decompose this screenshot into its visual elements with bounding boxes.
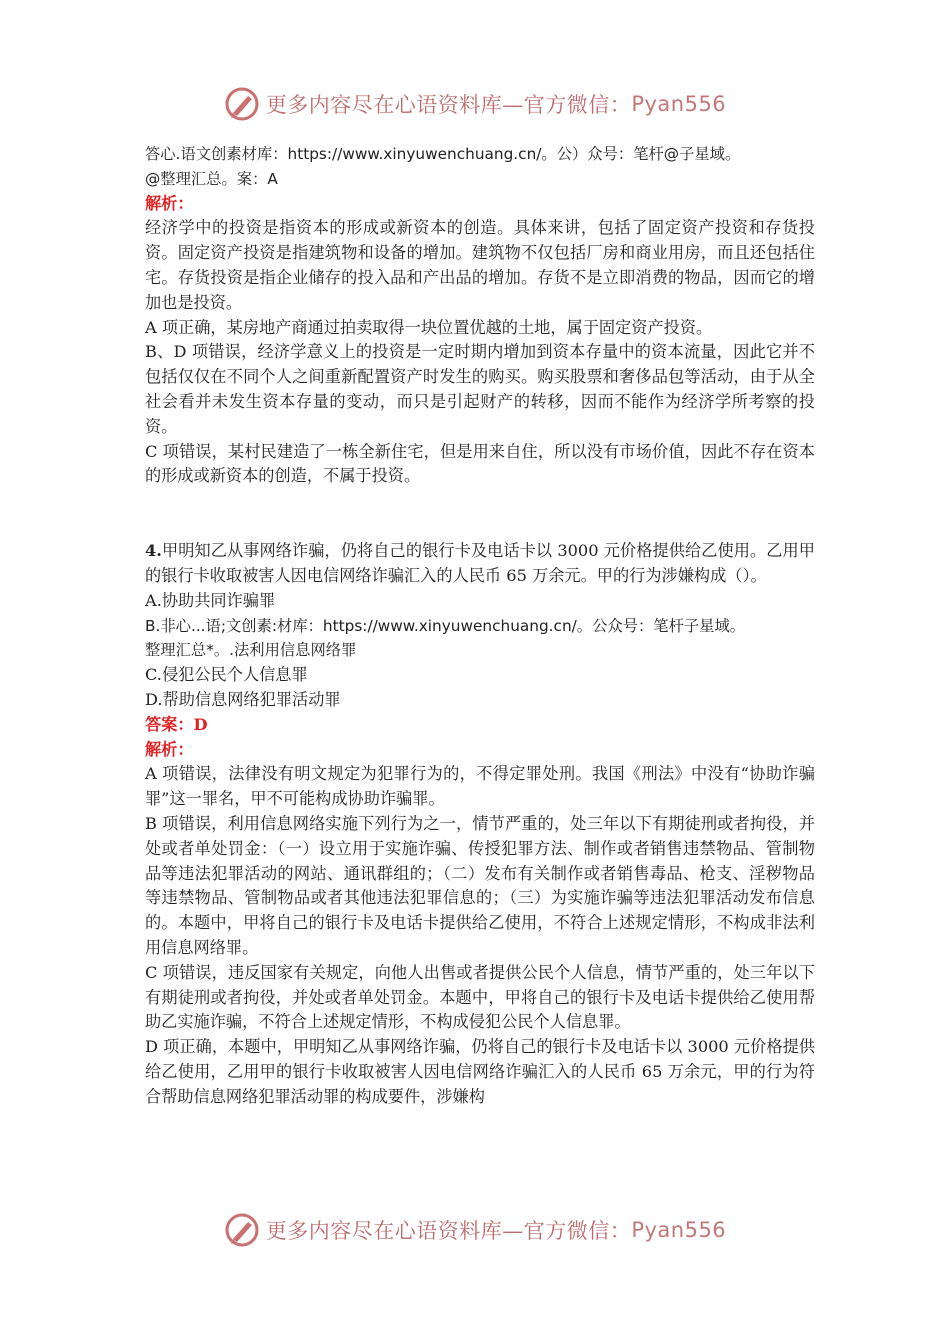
answer-line-2: @整理汇总。案：A — [145, 169, 278, 188]
header-watermark-banner — [0, 84, 950, 124]
analysis-paragraph: A 项正确，某房地产商通过拍卖取得一块位置优越的土地，属于固定资产投资。 — [145, 317, 713, 337]
document-body — [145, 142, 815, 1109]
pen-circle-logo-icon — [224, 1212, 260, 1248]
question-number: 4. — [145, 541, 162, 561]
analysis-paragraph: A 项错误，法律没有明文规定为犯罪行为的，不得定罪处刑。我国《刑法》中没有“协助诈骗罪”这一罪名，甲不可能构成协助诈骗罪。 — [145, 764, 815, 809]
option-a: A.协助共同诈骗罪 — [145, 590, 276, 610]
question-stem — [145, 539, 815, 589]
question-stem-text: 甲明知乙从事网络诈骗，仍将自己的银行卡及电话卡以 3000 元价格提供给乙使用。乙用甲的银行卡收取被害人因电信网络诈骗汇入的人民币 65 万余元。甲的行为涉嫌构成（）。 — [145, 541, 815, 585]
analysis-label: 解析： — [145, 193, 194, 213]
answer-label: 答案：D — [145, 714, 208, 734]
banner-wechat-id: Pyan556 — [631, 92, 727, 116]
analysis-paragraph: 经济学中的投资是指资本的形成或新资本的创造。具体来讲，包括了固定资产投资和存货投资。固定资产投资是指建筑物和设备的增加。建筑物不仅包括厂房和商业用房，而且还包括住宅。存货投资是指企业储存的投入品和产出品的增加。存货不是立即消费的物品，因而它的增加也是投资。 — [145, 218, 815, 312]
analysis-label: 解析： — [145, 739, 194, 759]
answer-line-1: 答心.语文创素材库：https://www.xinyuwenchuang.cn/。公）众号：笔杆@子星域。 — [145, 145, 741, 163]
pen-circle-logo-icon — [224, 86, 260, 122]
analysis-paragraph: C 项错误，违反国家有关规定，向他人出售或者提供公民个人信息，情节严重的，处三年以下有期徒刑或者拘役，并处或者单处罚金。本题中，甲将自己的银行卡及电话卡提供给乙使用帮助乙实施诈骗，不符合上述规定情形，不构成侵犯公民个人信息罪。 — [145, 962, 815, 1032]
option-b-line-2: 整理汇总*。.法利用信息网络罪 — [145, 641, 357, 660]
option-c: C.侵犯公民个人信息罪 — [145, 665, 308, 685]
option-d: D.帮助信息网络犯罪活动罪 — [145, 689, 341, 709]
analysis-paragraph: B、D 项错误，经济学意义上的投资是一定时期内增加到资本存量中的资本流量，因此它并不包括仅仅在不同个人之间重新配置资产时发生的购买。购买股票和奢侈品包等活动，由于从全社会看并未发生资本存量的变动，而只是引起财产的转移，因而不能作为经济学所考察的投资。 — [145, 342, 815, 436]
analysis-paragraph: C 项错误，某村民建造了一栋全新住宅，但是用来自住，所以没有市场价值，因此不存在资本的形成或新资本的创造，不属于投资。 — [145, 441, 815, 486]
banner-wechat-id: Pyan556 — [631, 1218, 727, 1242]
option-b-line-1: B.非心...语;文创素:材库：https://www.xinyuwenchuang.cn/。公众号：笔杆子星域。 — [145, 616, 746, 635]
banner-text: 更多内容尽在心语资料库—官方微信： — [265, 1219, 632, 1243]
analysis-paragraph: D 项正确，本题中，甲明知乙从事网络诈骗，仍将自己的银行卡及电话卡以 3000 元价格提供给乙使用，乙用甲的银行卡收取被害人因电信网络诈骗汇入的人民币 65 万余元，甲的行为符合帮助信息网络犯罪活动罪的构成要件，涉嫌构 — [145, 1037, 815, 1106]
analysis-paragraph: B 项错误，利用信息网络实施下列行为之一，情节严重的，处三年以下有期徒刑或者拘役，并处或者单处罚金：（一）设立用于实施诈骗、传授犯罪方法、制作或者销售违禁物品、管制物品等违法犯罪活动的网站、通讯群组的；（二）发布有关制作或者销售毒品、枪支、淫秽物品等违禁物品、管制物品或者其他违法犯罪信息的；（三）为实施诈骗等违法犯罪活动发布信息的。本题中，甲将自己的银行卡及电话卡提供给乙使用，不符合上述规定情形，不构成非法利用信息网络罪。 — [145, 813, 815, 957]
footer-watermark-banner — [0, 1210, 950, 1250]
banner-text: 更多内容尽在心语资料库—官方微信： — [265, 93, 632, 117]
